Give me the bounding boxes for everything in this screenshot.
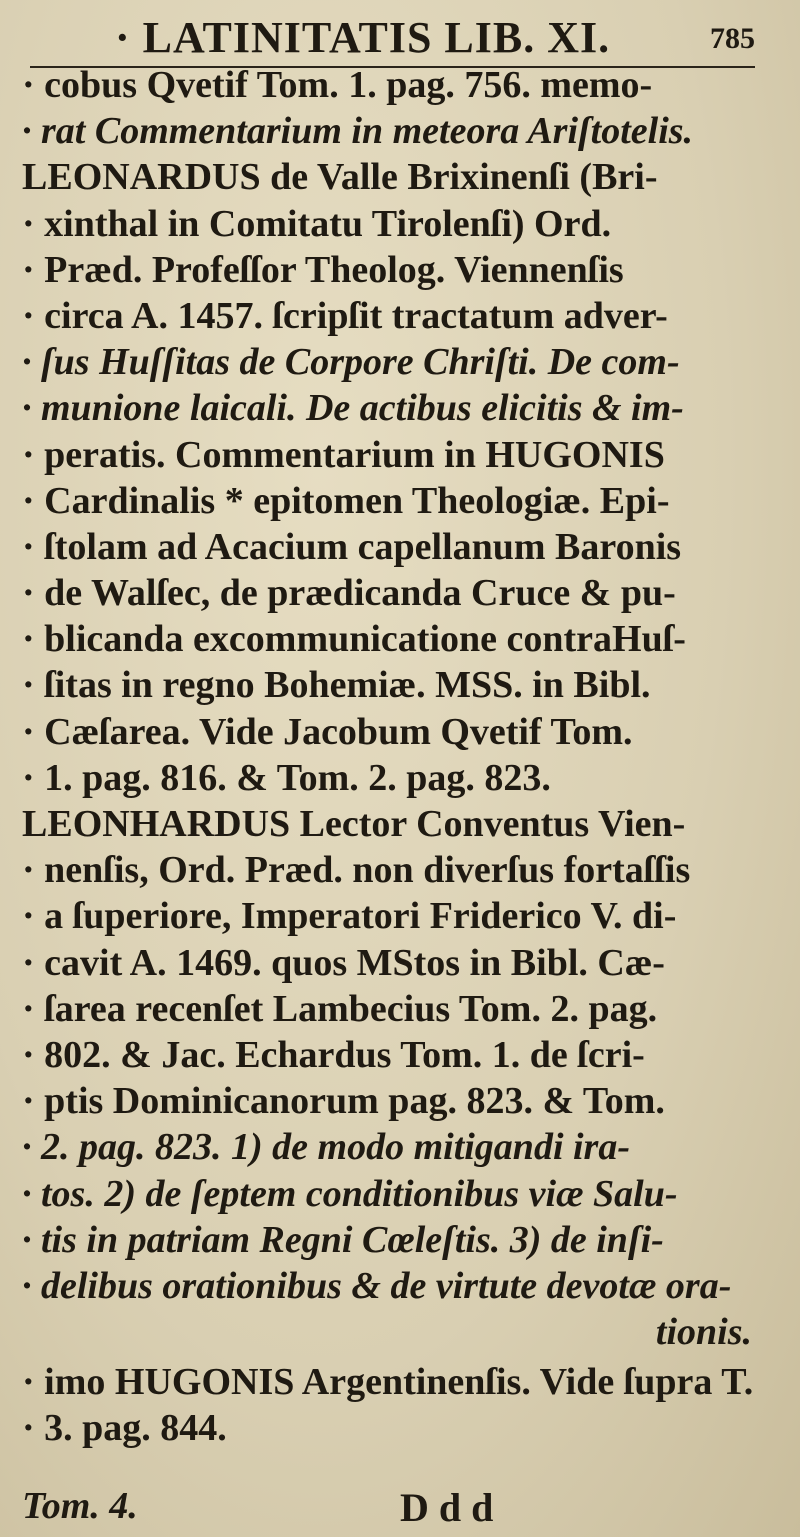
text-line: · 1. pag. 816. & Tom. 2. pag. 823. — [22, 756, 551, 799]
text-line: · cavit A. 1469. quos MStos in Bibl. Cæ- — [22, 941, 665, 984]
text-line: · peratis. Commentarium in HUGONIS — [22, 433, 665, 476]
page-number: 785 — [710, 22, 755, 55]
text-line: · tos. 2) de ſeptem conditionibus viæ Salu- — [22, 1172, 678, 1215]
text-line: · 3. pag. 844. — [22, 1407, 227, 1450]
body-text — [22, 62, 782, 1452]
text-line: tionis. — [655, 1311, 752, 1354]
page-header — [20, 8, 780, 64]
text-line: · cobus Qvetif Tom. 1. pag. 756. memo- — [22, 64, 653, 106]
footer-tom-label: Tom. 4. — [22, 1485, 138, 1527]
text-line: · ptis Dominicanorum pag. 823. & Tom. — [22, 1080, 665, 1123]
text-line: · nenſis, Ord. Præd. non diverſus fortaſſis — [22, 849, 691, 892]
text-line: · munione laicali. De actibus elicitis & im- — [22, 387, 684, 430]
text-line: · Cardinalis * epitomen Theologiæ. Epi- — [22, 479, 670, 522]
text-line: · rat Commentarium in meteora Ariſtotelis. — [22, 110, 694, 153]
text-line: · circa A. 1457. ſcripſit tractatum adver- — [22, 294, 668, 337]
text-line: · blicanda excommunicatione contraHuſ- — [22, 618, 686, 661]
text-line: · 2. pag. 823. 1) de modo mitigandi ira- — [22, 1126, 630, 1169]
text-line: · tis in patriam Regni Cœleſtis. 3) de inſi- — [22, 1218, 664, 1261]
running-title: · LATINITATIS LIB. XI. — [115, 13, 611, 62]
text-line: · de Walſec, de prædicanda Cruce & pu- — [22, 572, 676, 615]
text-line: LEONHARDUS Lector Conventus Vien- — [22, 803, 686, 845]
text-line: · ſus Huſſitas de Corpore Chriſti. De com- — [22, 341, 680, 384]
text-line: · ſarea recenſet Lambecius Tom. 2. pag. — [22, 987, 658, 1030]
text-line: · imo HUGONIS Argentinenſis. Vide ſupra T. — [22, 1361, 754, 1404]
text-line: · delibus orationibus & de virtute devotæ ora- — [22, 1264, 732, 1307]
text-line: · xinthal in Comitatu Tirolenſi) Ord. — [22, 202, 612, 245]
text-line: · ſtolam ad Acacium capellanum Baronis — [22, 525, 682, 568]
signature-mark: D d d — [400, 1485, 494, 1530]
text-line: · ſitas in regno Bohemiæ. MSS. in Bibl. — [22, 664, 651, 707]
text-line: LEONARDUS de Valle Brixinenſi (Bri- — [22, 156, 658, 199]
text-line: · Præd. Profeſſor Theolog. Viennenſis — [22, 248, 624, 291]
text-line: · 802. & Jac. Echardus Tom. 1. de ſcri- — [22, 1033, 645, 1076]
text-line: · a ſuperiore, Imperatori Friderico V. di- — [22, 895, 677, 938]
text-line: · Cæſarea. Vide Jacobum Qvetif Tom. — [22, 710, 633, 753]
